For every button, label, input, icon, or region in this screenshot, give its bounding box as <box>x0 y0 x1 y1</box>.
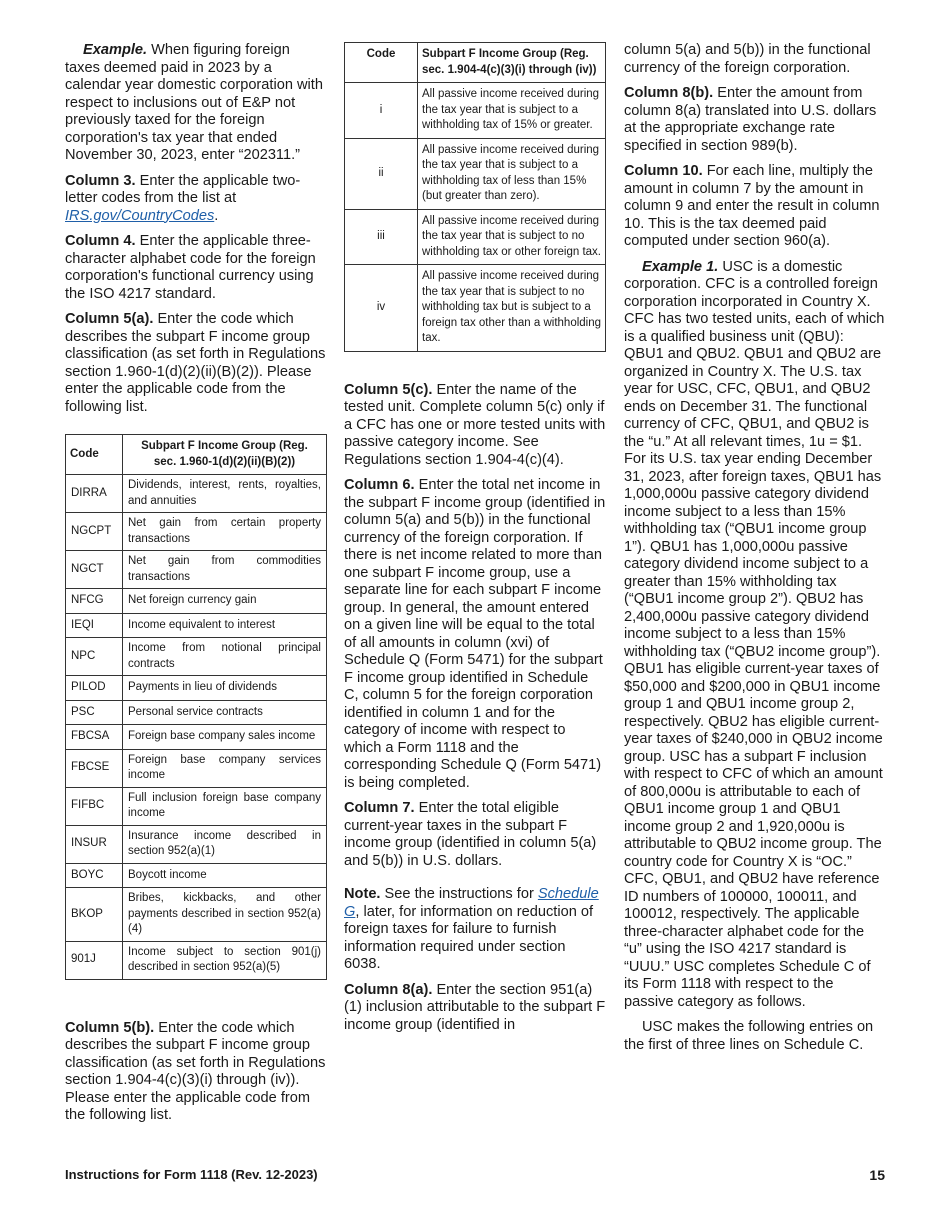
column-7-paragraph <box>344 800 606 870</box>
column-3-text: Enter the applicable two-letter codes from the list at <box>65 172 301 206</box>
table-header-code: Code <box>345 43 418 83</box>
row-description: Full inclusion foreign base company income <box>123 787 327 825</box>
column-5b-paragraph <box>65 1020 327 1125</box>
continued-paragraph: column 5(a) and 5(b)) in the functional currency of the foreign corporation. <box>624 42 871 76</box>
page-number: 15 <box>869 1167 885 1183</box>
column-5a-label: Column 5(a). <box>65 311 154 327</box>
row-code: NPC <box>66 638 123 676</box>
row-description: Foreign base company sales income <box>123 725 327 750</box>
row-code: iv <box>345 265 418 352</box>
table-row <box>66 589 327 614</box>
table-row <box>66 700 327 725</box>
example-text: When figuring foreign taxes deemed paid in 2023 by a calendar year domestic corporation with respect to inclusions out of E&P not previously taxed for the foreign corporation's tax year that ended November 30, 2023, enter “202311.” <box>65 42 323 163</box>
table-row <box>345 83 606 139</box>
row-description: Payments in lieu of dividends <box>123 676 327 701</box>
column-5c-label: Column 5(c). <box>344 381 433 398</box>
subpart-f-code-table-5b <box>344 42 606 352</box>
row-code: 901J <box>66 941 123 979</box>
row-code: BOYC <box>66 863 123 888</box>
row-code: IEQI <box>66 613 123 638</box>
column-8b-text: Enter the amount from column 8(a) translated into U.S. dollars at the appropriate exchange rate specified in section 989(b). <box>624 85 877 154</box>
column-8a-text: Enter the section 951(a)(1) inclusion attributable to the subpart F income group (identified in <box>344 981 606 1033</box>
row-code: FBCSE <box>66 749 123 787</box>
row-description: All passive income received during the tax year that is subject to a withholding tax of less than 15% (but greater than zero). <box>418 138 606 209</box>
column-7-label: Column 7. <box>344 800 415 816</box>
note-text-continued: , later, for information on reduction of foreign taxes for failure to furnish information required under section 6038. <box>344 903 594 972</box>
example-1-paragraph <box>624 259 886 1012</box>
table-row <box>66 551 327 589</box>
table-header-group: Subpart F Income Group (Reg. sec. 1.960-1(d)(2)(ii)(B)(2)) <box>123 435 327 475</box>
row-code: FBCSA <box>66 725 123 750</box>
row-description: Foreign base company services income <box>123 749 327 787</box>
column-5b-label: Column 5(b). <box>65 1019 155 1036</box>
table-row <box>66 475 327 513</box>
table-row <box>345 265 606 352</box>
row-code: NFCG <box>66 589 123 614</box>
column-2 <box>344 42 606 1042</box>
column-8b-paragraph <box>624 85 886 155</box>
row-description: Income subject to section 901(j) described in section 952(a)(5) <box>123 941 327 979</box>
table-row <box>345 209 606 265</box>
row-description: Net gain from certain property transactions <box>123 513 327 551</box>
example-1-label: Example 1. <box>642 258 719 275</box>
column-5a-paragraph <box>65 311 327 416</box>
example-paragraph <box>65 42 327 165</box>
row-description: Income from notional principal contracts <box>123 638 327 676</box>
table-row <box>66 863 327 888</box>
column-4-label: Column 4. <box>65 233 136 249</box>
column-4-paragraph <box>65 233 327 303</box>
table-header-code: Code <box>66 435 123 475</box>
row-code: iii <box>345 209 418 265</box>
example-1-text: USC is a domestic corporation. CFC is a controlled foreign corporation incorporated in Country X. CFC has two tested units, each of which is a qualified business unit (QBU): QBU1 and QBU2. QBU1 and QBU2 are organized in Country X. The U.S. tax year for USC, CFC, QBU1, and QBU2 ends on December 31. The functional currency of CFC, QBU1, and QBU2 is the “u.” At all relevant times, 1u = $1. For its U.S. tax year ending December 31, 2023, after foreign taxes, QBU1 has 1,000,000u passive category dividend income subject to a less than 15% withholding tax (“QBU1 income group 1”). QBU1 has 1,000,000u passive category dividend income subject to a greater than 15% withholding tax (“QBU1 income group 2”). QBU2 has 2,400,000u passive category dividend income subject to a less than 15% withholding tax (“QBU2 income group”). QBU1 has eligible current-year taxes of $50,000 and $200,000 in QBU1 income group 1 and QBU1 income group 2, respectively. QBU2 has eligible current-year taxes of $240,000 in QBU2 income group. USC has a subpart F inclusion with respect to CFC of which an amount of 800,000u is attributable to each of QBU1 income group 1 and QBU1 income group 2 and 1,920,000u is attributable to QBU2 income group. The country code for Country X is “OC.” CFC, QBU1, and QBU2 have reference ID numbers of 100000, 100011, and 100012, respectively. The applicable three-character alphabet code for the “u” using the ISO 4217 standard is “UUU.” USC completes Schedule C of its Form 1118 with respect to the passive category as follows. <box>624 258 885 1010</box>
column-6-text: Enter the total net income in the subpart F income group (identified in column 5(a) and 5(b)) in the functional currency of the foreign corporation. If there is net income related to more than one subpart F income group, use a separate line for each subpart F income group. In general, the amount entered on a given line will be equal to the total of all amounts in column (xvi) of Schedule Q (Form 5471) for the subpart F income group identified in Schedule C, column 5 for the foreign corporation identified in column 1 and for the category of income with respect to which a Form 1118 and the corresponding Schedule Q (Form 5471) is being completed. <box>344 477 606 791</box>
row-code: NGCT <box>66 551 123 589</box>
row-code: BKOP <box>66 888 123 942</box>
table-row <box>66 638 327 676</box>
column-10-label: Column 10. <box>624 163 703 179</box>
column-5a-text: Enter the code which describes the subpart F income group classification (as set forth in Regulations section 1.960-1(d)(2)(ii)(B)(2)). Please enter the applicable code from the following list. <box>65 311 326 415</box>
column-3 <box>624 42 886 1062</box>
row-description: All passive income received during the tax year that is subject to no withholding tax but is subject to a foreign tax other than a withholding tax. <box>418 265 606 352</box>
column-3-paragraph <box>65 173 327 226</box>
row-code: NGCPT <box>66 513 123 551</box>
column-6-paragraph <box>344 477 606 792</box>
row-description: Dividends, interest, rents, royalties, and annuities <box>123 475 327 513</box>
row-description: All passive income received during the tax year that is subject to a withholding tax of 15% or greater. <box>418 83 606 139</box>
example-label: Example. <box>83 42 148 58</box>
row-description: Boycott income <box>123 863 327 888</box>
table-row <box>66 513 327 551</box>
column-7-text: Enter the total eligible current-year taxes in the subpart F income group (identified in column 5(a) and 5(b)) in U.S. dollars. <box>344 800 597 869</box>
table-row <box>66 613 327 638</box>
schedule-g-link[interactable]: Schedule G <box>344 886 599 920</box>
form-title-footer: Instructions for Form 1118 (Rev. 12-2023) <box>65 1167 318 1182</box>
column-10-text: For each line, multiply the amount in column 7 by the amount in column 9 and enter the result in column 10. This is the tax deemed paid computed under section 960(a). <box>624 163 880 249</box>
subpart-f-code-table-5a <box>65 434 327 980</box>
column-1 <box>65 42 327 1133</box>
column-3-end: . <box>214 207 219 224</box>
row-code: i <box>345 83 418 139</box>
note-paragraph <box>344 886 606 974</box>
table-row <box>66 825 327 863</box>
row-description: Income equivalent to interest <box>123 613 327 638</box>
column-3-label: Column 3. <box>65 172 136 189</box>
row-code: INSUR <box>66 825 123 863</box>
country-codes-link[interactable]: IRS.gov/CountryCodes <box>65 207 215 224</box>
row-code: FIFBC <box>66 787 123 825</box>
table-row <box>345 138 606 209</box>
final-paragraph: USC makes the following entries on the first of three lines on Schedule C. <box>624 1019 874 1053</box>
table-row <box>66 725 327 750</box>
table-header-group: Subpart F Income Group (Reg. sec. 1.904-4(c)(3)(i) through (iv)) <box>418 43 606 83</box>
column-5b-text: Enter the code which describes the subpart F income group classification (as set forth in Regulations section 1.904-4(c)(3)(i) through (iv)). Please enter the applicable code from the following list. <box>65 1019 326 1123</box>
row-code: ii <box>345 138 418 209</box>
row-description: Personal service contracts <box>123 700 327 725</box>
column-8a-paragraph <box>344 982 606 1035</box>
row-description: Net foreign currency gain <box>123 589 327 614</box>
row-code: PSC <box>66 700 123 725</box>
column-10-paragraph <box>624 163 886 251</box>
table-row <box>66 676 327 701</box>
note-label: Note. <box>344 886 381 902</box>
row-description: Bribes, kickbacks, and other payments described in section 952(a)(4) <box>123 888 327 942</box>
table-row <box>66 941 327 979</box>
row-code: DIRRA <box>66 475 123 513</box>
column-6-label: Column 6. <box>344 477 415 493</box>
table-row <box>66 888 327 942</box>
column-4-text: Enter the applicable three-character alphabet code for the foreign corporation's functional currency using the ISO 4217 standard. <box>65 233 316 302</box>
column-8a-label: Column 8(a). <box>344 981 433 998</box>
row-description: All passive income received during the tax year that is subject to no withholding tax or other foreign tax. <box>418 209 606 265</box>
column-5c-text: Enter the name of the tested unit. Complete column 5(c) only if a CFC has one or more tested units with passive category income. See Regulations section 1.904-4(c)(4). <box>344 381 606 468</box>
note-text: See the instructions for <box>384 886 534 902</box>
table-row <box>66 787 327 825</box>
column-5c-paragraph <box>344 382 606 470</box>
column-8b-label: Column 8(b). <box>624 85 714 101</box>
row-code: PILOD <box>66 676 123 701</box>
table-row <box>66 749 327 787</box>
row-description: Net gain from commodities transactions <box>123 551 327 589</box>
row-description: Insurance income described in section 952(a)(1) <box>123 825 327 863</box>
